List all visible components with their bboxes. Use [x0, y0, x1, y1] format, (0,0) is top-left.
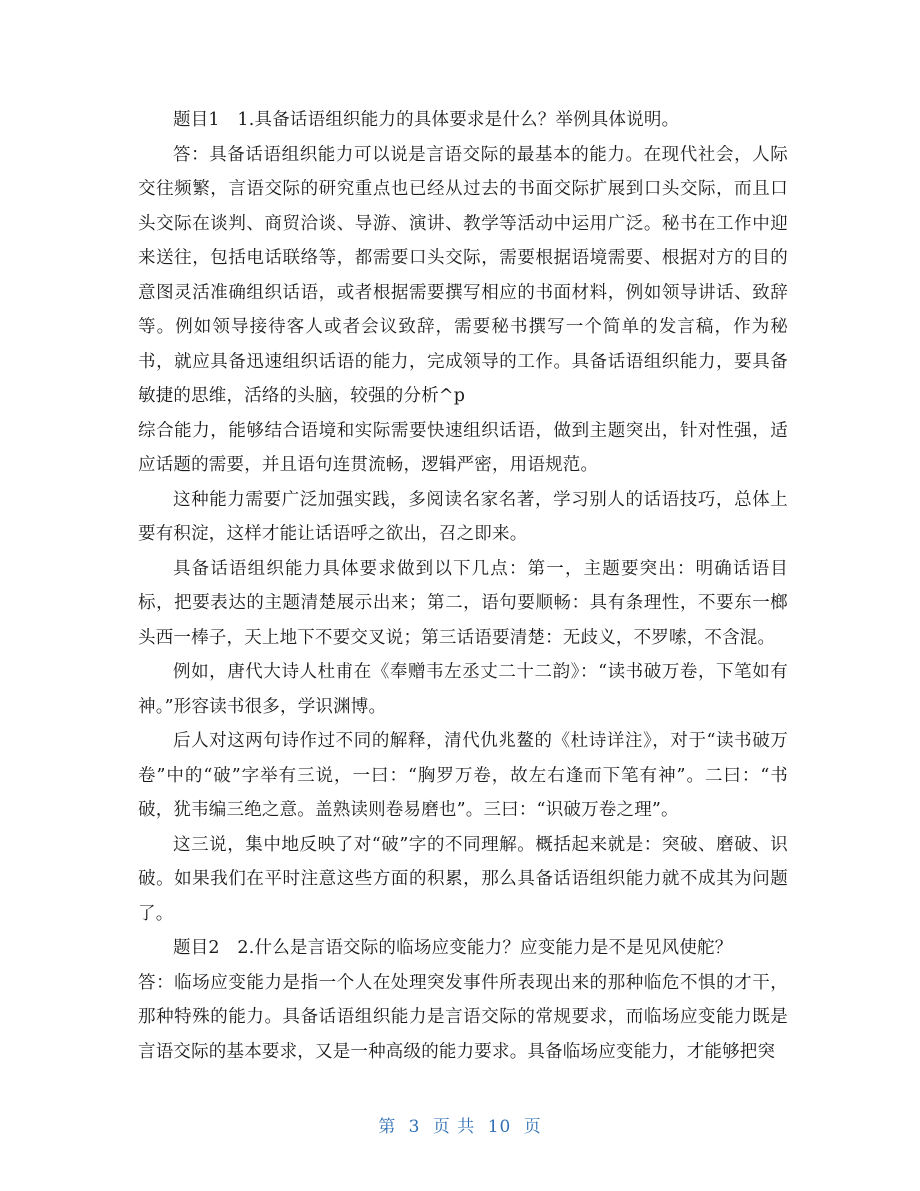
paragraph-answer-2: 答：临场应变能力是指一个人在处理突发事件所表现出来的那种临危不惧的才干，那种特殊的能力。具备话语组织能力是言语交际的常规要求，而临场应变能力既是言语交际的基本要求，又是一种高级的能力要求。具备临场应变能力，才能够把突 [138, 972, 788, 1062]
footer-total-pages: 10 [487, 1117, 512, 1137]
paragraph-answer-1-continued: 综合能力，能够结合语境和实际需要快速组织话语，做到主题突出，针对性强，适应话题的需要，并且语句连贯流畅，逻辑严密，用语规范。 [138, 420, 788, 475]
footer-page-number: 3 [408, 1117, 421, 1137]
paragraph-example: 例如，唐代大诗人杜甫在《奉赠韦左丞丈二十二韵》：“读书破万卷，下笔如有神。”形容读书很多，学识渊博。 [138, 662, 788, 717]
footer-middle: 页 共 [432, 1117, 476, 1137]
footer-prefix: 第 [378, 1117, 397, 1137]
paragraph-question-2: 题目2 2.什么是言语交际的临场应变能力？应变能力是不是见风使舵？ [173, 938, 733, 958]
paragraph-interpretation: 后人对这两句诗作过不同的解释，清代仇兆鳌的《杜诗详注》，对于“读书破万卷”中的“破”字举有三说，一曰：“胸罗万卷，故左右逢而下笔有神”。二曰：“书破，犹韦编三绝之意。盖熟读则卷易磨也”。三曰：“识破万卷之理”。 [138, 731, 788, 820]
paragraph-summary: 这三说，集中地反映了对“破”字的不同理解。概括起来就是：突破、磨破、识破。如果我们在平时注意这些方面的积累，那么具备话语组织能力就不成其为问题了。 [138, 834, 788, 924]
footer-suffix: 页 [523, 1117, 542, 1137]
paragraph-practice: 这种能力需要广泛加强实践，多阅读名家名著，学习别人的话语技巧，总体上要有积淀，这样才能让话语呼之欲出，召之即来。 [138, 489, 788, 544]
body-text [138, 103, 788, 1069]
paragraph-question-1: 题目1 1.具备话语组织能力的具体要求是什么？举例具体说明。 [173, 110, 680, 130]
paragraph-answer-1: 答：具备话语组织能力可以说是言语交际的最基本的能力。在现代社会，人际交往频繁，言语交际的研究重点也已经从过去的书面交际扩展到口头交际，而且口头交际在谈判、商贸洽谈、导游、演讲、教学等活动中运用广泛。秘书在工作中迎来送往，包括电话联络等，都需要口头交际，需要根据语境需要、根据对方的目的意图灵活准确组织话语，或者根据需要撰写相应的书面材料，例如领导讲话、致辞等。例如领导接待客人或者会议致辞，需要秘书撰写一个简单的发言稿，作为秘书，就应具备迅速组织话语的能力，完成领导的工作。具备话语组织能力，要具备敏捷的思维，活络的头脑，较强的分析^p [138, 144, 788, 406]
paragraph-requirements: 具备话语组织能力具体要求做到以下几点：第一，主题要突出：明确话语目标，把要表达的主题清楚展示出来；第二，语句要顺畅：具有条理性，不要东一榔头西一棒子，天上地下不要交叉说；第三话语要清楚：无歧义，不罗嗦，不含混。 [138, 558, 788, 648]
page-footer [0, 1112, 920, 1137]
